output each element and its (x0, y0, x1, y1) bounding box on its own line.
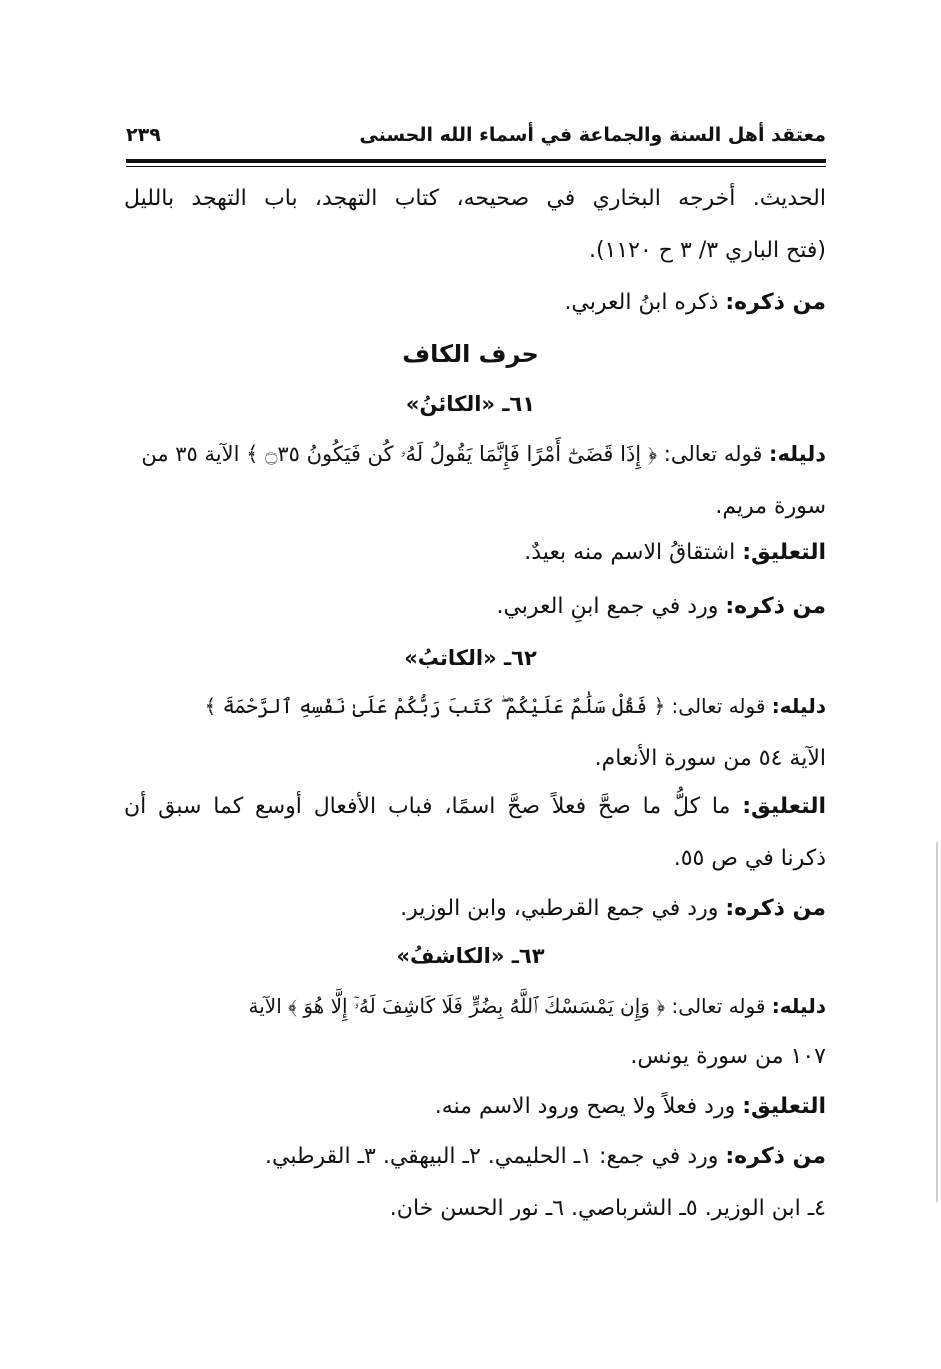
evidence-tail: الآية ٣٥ من (141, 442, 247, 466)
evidence-line: الآية ٥٤ من سورة الأنعام. (594, 746, 826, 771)
mentioned-label: من ذكره: (725, 896, 826, 921)
comment-text: ما كلُّ ما صحَّ فعلاً صحَّ اسمًا، فباب الأفعال أوسع كما سبق أن (124, 794, 743, 819)
entry-title: ٦٣ـ «الكاشفُ» (396, 944, 545, 968)
quran-verse: ﴿ فَقُلْ سَلَٰمٌ عَلَيْكُمْ ۖ كَتَبَ رَبُّكُمْ عَلَىٰ نَفْسِهِ ٱلرَّحْمَةَ ﴾ (204, 694, 666, 718)
header-title: معتقد أهل السنة والجماعة في أسماء الله الحسنى (359, 124, 826, 146)
evidence-intro: قوله تعالى: (665, 694, 772, 718)
comment-line: ذكرنا في ص ٥٥. (673, 846, 826, 871)
comment-line (124, 794, 826, 819)
evidence-label: دليله: (771, 994, 826, 1018)
evidence-line: سورة مريم. (715, 494, 826, 519)
section-heading: حرف الكاف (402, 340, 539, 368)
mentioned-text: ذكره ابنُ العربي. (564, 290, 726, 315)
paragraph-line: الحديث. أخرجه البخاري في صحيحه، كتاب التهجد، باب التهجد بالليل (124, 186, 826, 211)
evidence-label: دليله: (769, 442, 826, 466)
evidence-intro: قوله تعالى: (657, 442, 770, 466)
comment-label: التعليق: (742, 540, 826, 565)
mentioned-line (265, 1144, 826, 1169)
page-number: ٢٣٩ (126, 124, 161, 146)
header-rule-thin (126, 166, 826, 167)
paragraph-line: (فتح الباري ٣/ ٣ ح ١١٢٠). (588, 238, 826, 263)
evidence-tail: الآية (248, 994, 289, 1018)
evidence-line (141, 442, 826, 467)
mentioned-text: ورد في جمع القرطبي، وابن الوزير. (400, 896, 726, 921)
entry-title: ٦١ـ «الكائنُ» (405, 392, 536, 416)
comment-label: التعليق: (742, 794, 826, 819)
evidence-line (205, 694, 826, 718)
evidence-intro: قوله تعالى: (665, 994, 772, 1018)
evidence-line (249, 994, 827, 1018)
scan-edge-mark (936, 842, 938, 1202)
mentioned-line: ٤ـ ابن الوزير. ٥ـ الشرباصي. ٦ـ نور الحسن خان. (389, 1196, 826, 1221)
comment-text: ورد فعلاً ولا يصح ورود الاسم منه. (434, 1094, 743, 1119)
mentioned-label: من ذكره: (725, 290, 826, 315)
mentioned-line (496, 594, 826, 619)
comment-text: اشتقاقُ الاسم منه بعيدٌ. (524, 540, 743, 565)
quran-verse: ﴿ وَإِن يَمْسَسْكَ ٱللَّهُ بِضُرٍّ فَلَا كَاشِفَ لَهُۥٓ إِلَّا هُوَ ﴾ (288, 994, 666, 1018)
mentioned-line (564, 290, 826, 315)
evidence-line: ١٠٧ من سورة يونس. (630, 1044, 826, 1069)
header-rule-thick (126, 159, 826, 163)
evidence-label: دليله: (771, 694, 826, 718)
comment-line (524, 540, 826, 565)
comment-line (435, 1094, 826, 1119)
mentioned-text: ورد في جمع ابنِ العربي. (496, 594, 726, 619)
entry-title: ٦٢ـ «الكاتبُ» (404, 646, 537, 670)
mentioned-line (400, 896, 826, 921)
running-header (126, 124, 826, 158)
comment-label: التعليق: (742, 1094, 826, 1119)
mentioned-text: ورد في جمع: ١ـ الحليمي. ٢ـ البيهقي. ٣ـ القرطبي. (265, 1144, 726, 1169)
mentioned-label: من ذكره: (725, 1144, 826, 1169)
quran-verse: ﴿ إِذَا قَضَىٰٓ أَمْرًا فَإِنَّمَا يَقُولُ لَهُۥ كُن فَيَكُونُ ۝٣٥ ﴾ (246, 442, 658, 466)
mentioned-label: من ذكره: (725, 594, 826, 619)
